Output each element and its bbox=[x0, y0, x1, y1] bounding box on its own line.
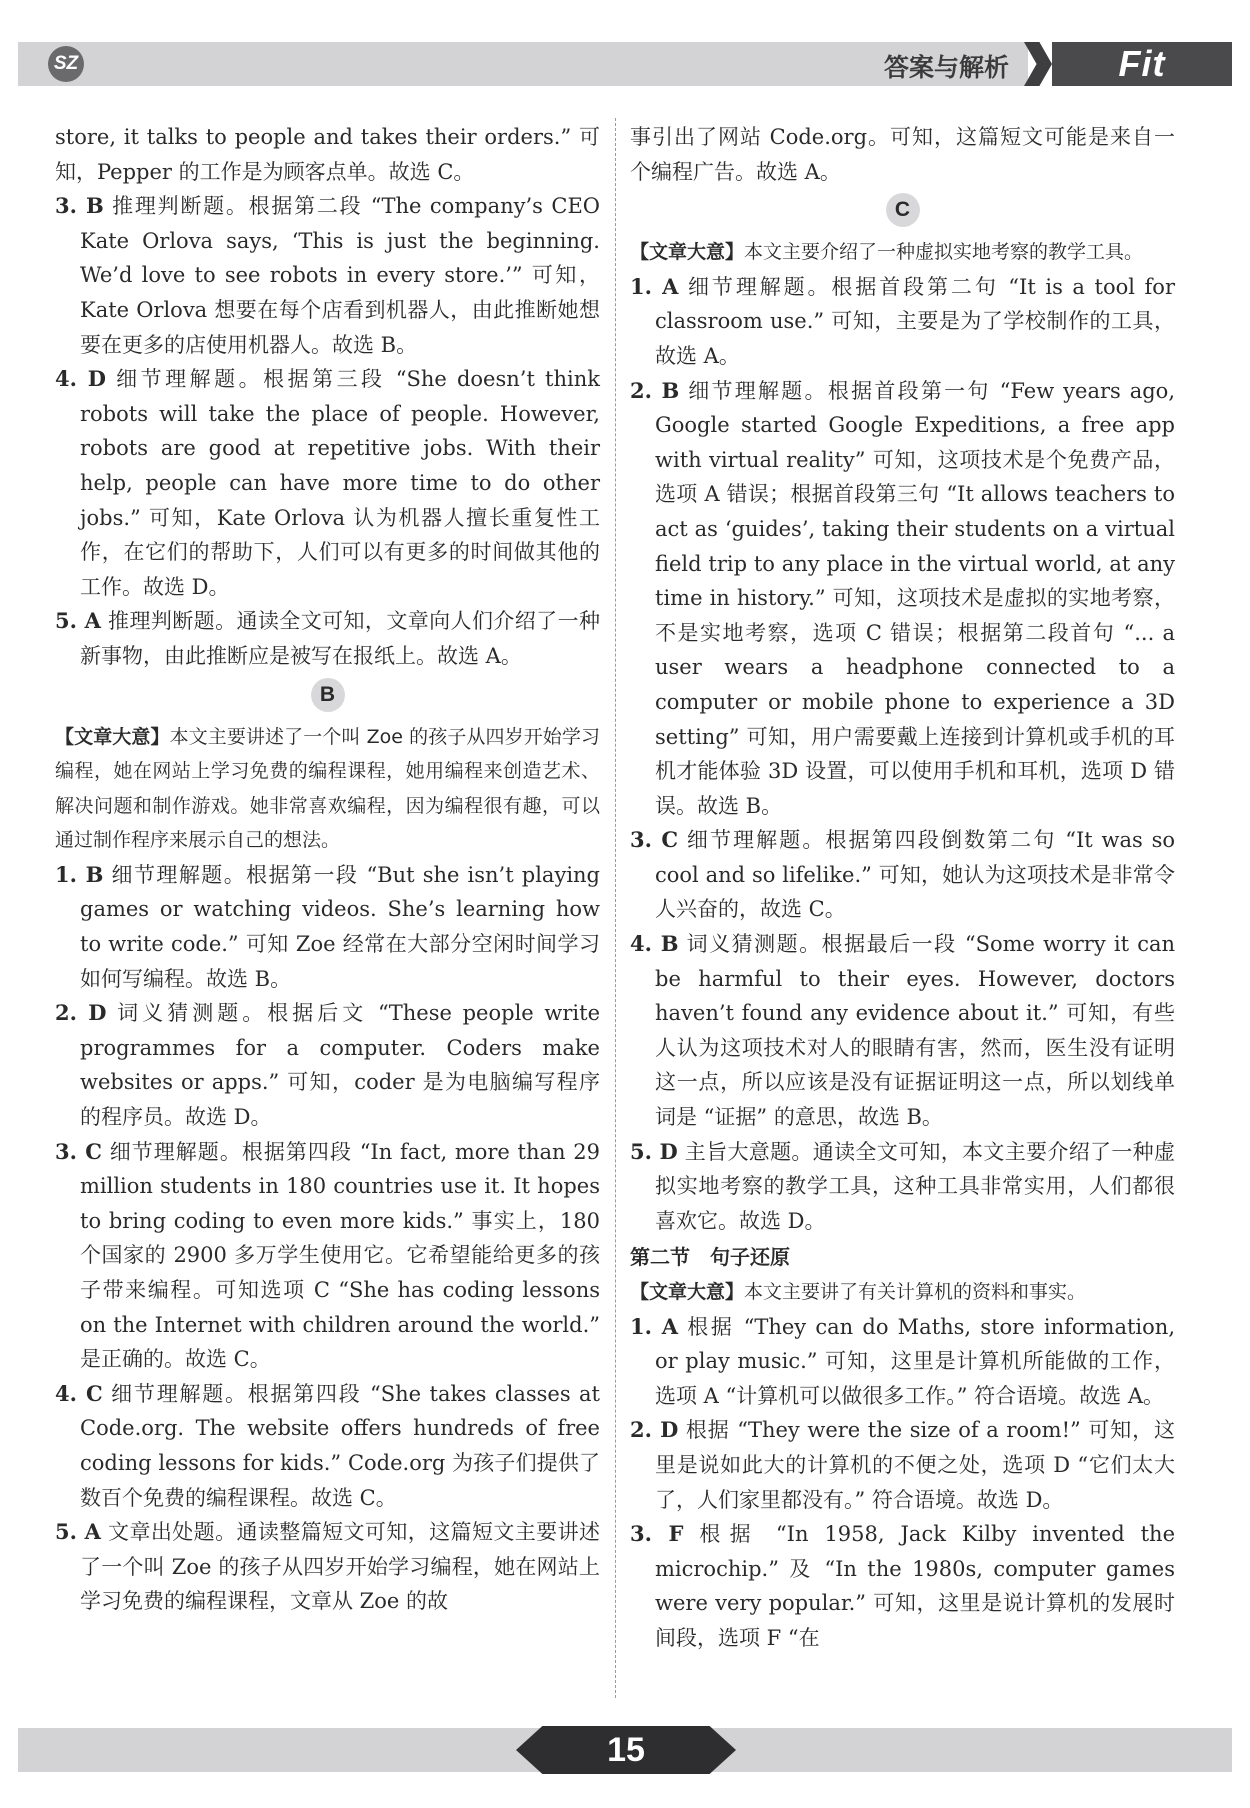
chevron-icon bbox=[1024, 42, 1052, 86]
right-column bbox=[630, 120, 1175, 1656]
answer-text: 细节理解题。根据第三段 “She doesn’t think robots will take the place of people. However, robots are good at repetitive jobs. With their help, people can have more time to do other jobs.” 可知，Kate Orlova 认为机器人擅长重复性工作，在它们的帮助下，人们可以有更多的时间做其他的工作。故选 D。 bbox=[80, 367, 600, 599]
answer-number: 1. A bbox=[630, 273, 679, 299]
answer-text: 推理判断题。根据第二段 “The company’s CEO Kate Orlova says, ‘This is just the beginning. We’d love to see robots in every store.’” 可知，Kate Orlova 想要在每个店看到机器人，由此推断她想要在更多的店使用机器人。故选 B。 bbox=[80, 194, 600, 357]
summary-label: 【文章大意】 bbox=[55, 725, 170, 748]
right-intro: 事引出了网站 Code.org。可知，这篇短文可能是来自一个编程广告。故选 A。 bbox=[630, 125, 1175, 184]
left-column bbox=[55, 120, 600, 1619]
answer-text: 细节理解题。根据第一段 “But she isn’t playing games or watching videos. She’s learning how to write code.” 可知 Zoe 经常在大部分空闲时间学习如何写编程。故选 B。 bbox=[80, 862, 601, 991]
answer-item bbox=[630, 270, 1175, 374]
summary-b bbox=[55, 720, 600, 858]
answer-item bbox=[630, 823, 1175, 927]
answer-number: 3. C bbox=[55, 1138, 102, 1164]
answer-number: 5. A bbox=[55, 608, 101, 634]
right-c-items bbox=[630, 270, 1175, 1239]
answer-text: 根据 “They can do Maths, store information, or play music.” 可知，这里是计算机所能做的工作，选项 A “计算机可以做很多工作。” 符合语境。故选 A。 bbox=[655, 1314, 1175, 1408]
column-divider bbox=[615, 118, 616, 1698]
answer-item bbox=[55, 189, 600, 362]
section-2-title: 第二节 句子还原 bbox=[630, 1245, 790, 1270]
answer-text: 文章出处题。通读整篇短文可知，这篇短文主要讲述了一个叫 Zoe 的孩子从四岁开始学习编程，她在网站上学习免费的编程课程，文章从 Zoe 的故 bbox=[80, 1520, 600, 1614]
answer-item bbox=[55, 1135, 600, 1377]
page-footer bbox=[18, 1728, 1232, 1772]
summary-text: 本文主要介绍了一种虚拟实地考察的教学工具。 bbox=[744, 241, 1144, 264]
answer-number: 4. B bbox=[630, 931, 679, 957]
fit-brand-logo: Fit bbox=[1052, 42, 1232, 86]
answer-text: 细节理解题。根据第四段 “She takes classes at Code.org. The website offers hundreds of free coding lessons for kids.” Code.org 为孩子们提供了数百个免费的编程课程。故选 C。 bbox=[80, 1381, 600, 1510]
summary-label: 【文章大意】 bbox=[630, 241, 745, 264]
answer-text: 细节理解题。根据第四段 “In fact, more than 29 million students in 180 countries use it. It hopes to bring coding to even more kids.” 事实上，180 个国家的 2900 多万学生使用它。它希望能给更多的孩子带来编程。可知选项 C “She has coding lessons on the Internet with children around the world.” 是正确的。故选 C。 bbox=[80, 1139, 600, 1372]
section-c-badge: C bbox=[886, 193, 920, 227]
answer-number: 1. B bbox=[55, 861, 104, 887]
answer-item bbox=[630, 927, 1175, 1135]
left-b-items bbox=[55, 858, 600, 1619]
answer-item bbox=[55, 604, 600, 673]
answer-number: 2. D bbox=[630, 1417, 679, 1443]
answer-text: 推理判断题。通读全文可知，文章向人们介绍了一种新事物，由此推断应是被写在报纸上。故选 A。 bbox=[80, 609, 600, 668]
sz-logo: SZ bbox=[48, 46, 84, 82]
answer-number: 3. B bbox=[55, 193, 104, 219]
answer-item bbox=[630, 1310, 1175, 1414]
answer-text: 细节理解题。根据首段第一句 “Few years ago, Google started Google Expeditions, a free app with virtual reality” 可知，这项技术是个免费产品，选项 A 错误；根据首段第三句 “It allows teachers to act as ‘guides’, taking their students on a virtual field trip to any place in the virtual world, at any time in history.” 可知，这项技术是虚拟的实地考察，不是实地考察，选项 C 错误；根据第二段首句 “... a user wears a headphone connected to a computer or mobile phone to experience a 3D setting” 可知，用户需要戴上连接到计算机或手机的耳机才能体验 3D 设置，可以使用手机和耳机，选项 D 错误。故选 B。 bbox=[655, 378, 1176, 818]
answer-item bbox=[55, 858, 600, 996]
summary-label: 【文章大意】 bbox=[630, 1281, 745, 1303]
section-b-badge: B bbox=[311, 678, 345, 712]
answer-text: 主旨大意题。通读全文可知，本文主要介绍了一种虚拟实地考察的教学工具，这种工具非常实用，人们都很喜欢它。故选 D。 bbox=[655, 1139, 1175, 1233]
answer-text: 词义猜测题。根据最后一段 “Some worry it can be harmful to their eyes. However, doctors haven’t found any evidence about it.” 可知，有些人认为这项技术对人的眼睛有害，然而，医生没有证明这一点，所以应该是没有证据证明这一点，所以划线单词是 “证据” 的意思，故选 B。 bbox=[655, 932, 1175, 1130]
answer-number: 3. C bbox=[630, 827, 679, 853]
answer-number: 2. B bbox=[630, 377, 680, 403]
summary-s2 bbox=[630, 1275, 1175, 1310]
answer-number: 3. F bbox=[630, 1521, 684, 1547]
page-header bbox=[18, 42, 1232, 86]
answer-item bbox=[55, 1515, 600, 1619]
right-s2-items bbox=[630, 1310, 1175, 1656]
left-intro: store, it talks to people and takes their orders.” 可知，Pepper 的工作是为顾客点单。故选 C。 bbox=[55, 125, 600, 184]
answer-text: 词义猜测题。根据后文 “These people write programmes for a computer. Coders make websites or apps.” 可知，coder 是为电脑编写程序的程序员。故选 D。 bbox=[80, 1001, 600, 1130]
answer-number: 1. A bbox=[630, 1313, 679, 1339]
answer-number: 5. A bbox=[55, 1519, 101, 1545]
answer-item bbox=[55, 362, 600, 604]
answer-number: 2. D bbox=[55, 1000, 107, 1026]
answer-number: 4. D bbox=[55, 366, 106, 392]
header-band bbox=[18, 42, 1028, 86]
summary-text: 本文主要讲了有关计算机的资料和事实。 bbox=[744, 1281, 1087, 1303]
answer-item bbox=[630, 1135, 1175, 1239]
summary-text: 本文主要讲述了一个叫 Zoe 的孩子从四岁开始学习编程，她在网站上学习免费的编程课程，她用编程来创造艺术、解决问题和制作游戏。她非常喜欢编程，因为编程很有趣，可以通过制作程序来展示自己的想法。 bbox=[55, 725, 600, 852]
left-a-items bbox=[55, 189, 600, 673]
page-number: 15 bbox=[607, 1730, 645, 1769]
answer-item bbox=[630, 1517, 1175, 1655]
answer-text: 细节理解题。根据第四段倒数第二句 “It was so cool and so lifelike.” 可知，她认为这项技术是非常令人兴奋的，故选 C。 bbox=[655, 828, 1175, 922]
answer-number: 5. D bbox=[630, 1138, 678, 1164]
answer-item bbox=[630, 374, 1175, 824]
answer-number: 4. C bbox=[55, 1380, 103, 1406]
answer-item bbox=[55, 996, 600, 1134]
answer-text: 细节理解题。根据首段第二句 “It is a tool for classroom use.” 可知，主要是为了学校制作的工具，故选 A。 bbox=[655, 274, 1175, 368]
summary-c bbox=[630, 235, 1175, 270]
answer-text: 根据 “In 1958, Jack Kilby invented the microchip.” 及 “In the 1980s, computer games were very popular.” 可知，这里是说计算机的发展时间段，选项 F “在 bbox=[655, 1522, 1175, 1650]
answer-item bbox=[55, 1377, 600, 1515]
answer-text: 根据 “They were the size of a room!” 可知，这里是说如此大的计算机的不便之处，选项 D “它们太大了，人们家里都没有。” 符合语境。故选 D。 bbox=[655, 1418, 1175, 1512]
header-title: 答案与解析 bbox=[884, 53, 1010, 82]
answer-item bbox=[630, 1413, 1175, 1517]
